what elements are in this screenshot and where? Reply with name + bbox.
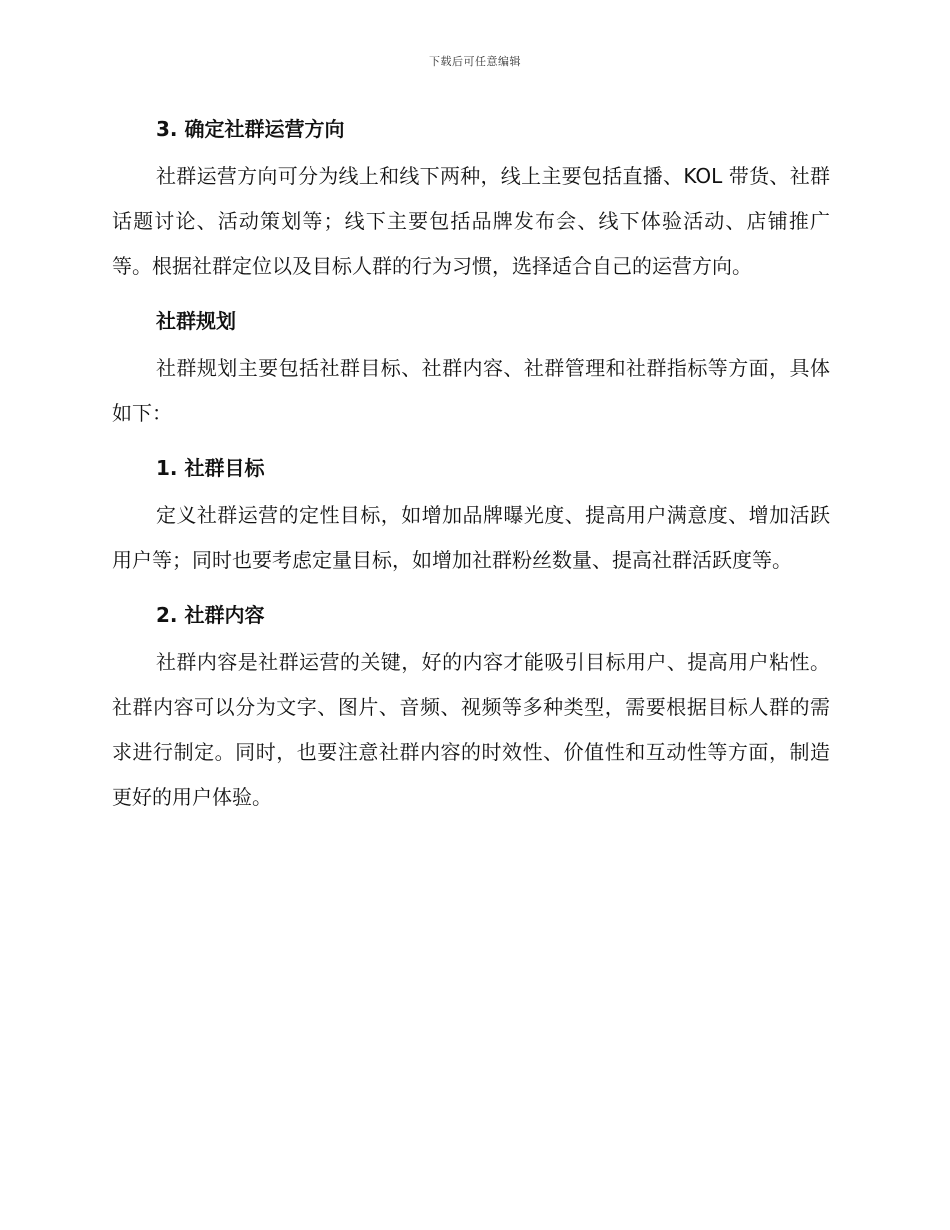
section-heading-goals: 1. 社群目标 [156,456,265,480]
paragraph-planning: 社群规划主要包括社群目标、社群内容、社群管理和社群指标等方面，具体如下： [112,356,830,425]
page-header: 下载后可任意编辑 [429,55,521,68]
document-body [112,104,830,827]
paragraph-content: 社群内容是社群运营的关键，好的内容才能吸引目标用户、提高用户粘性。社群内容可以分为文字、图片、音频、视频等多种类型，需要根据目标人群的需求进行制定。同时，也要注意社群内容的时效性、价值性和互动性等方面，制造更好的用户体验。 [112,650,830,809]
section-heading-planning: 社群规划 [156,309,236,333]
paragraph-goals: 定义社群运营的定性目标，如增加品牌曝光度、提高用户满意度、增加活跃用户等；同时也要考虑定量目标，如增加社群粉丝数量、提高社群活跃度等。 [112,503,830,572]
section-heading-direction: 3. 确定社群运营方向 [156,117,345,141]
section-heading-content: 2. 社群内容 [156,603,265,627]
paragraph-direction: 社群运营方向可分为线上和线下两种，线上主要包括直播、KOL 带货、社群话题讨论、活动策划等；线下主要包括品牌发布会、线下体验活动、店铺推广等。根据社群定位以及目标人群的行为习惯，选择适合自己的运营方向。 [112,164,830,278]
